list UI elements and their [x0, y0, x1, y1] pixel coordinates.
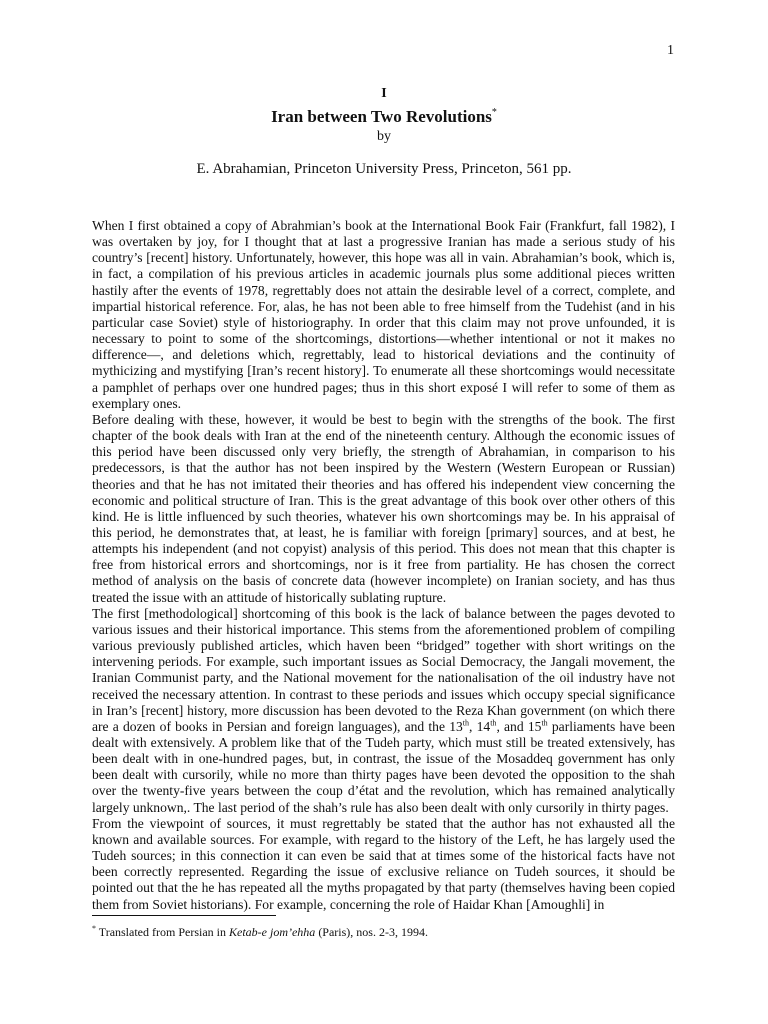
- footnote: [92, 921, 675, 940]
- paragraph-3: The first [methodological] shortcoming of this book is the lack of balance between the pages devoted to various issues and their historical importance. This stems from the aforementioned problem of compiling various previously published articles, which haven been “bridged” together with short writings on the intervening periods. For example, such important issues as Social Democracy, the Jangali movement, the Iranian Communist party, and the National movement for the nationalisation of the oil industry have not received the necessary attention. In contrast to these periods and issues which occupy special significance in Iran’s [recent] history, more discussion has been devoted to the Reza Khan government (on which there are a dozen of books in Persian and foreign languages), and the 13th, 14th, and 15th parliaments have been dealt with extensively. A problem like that of the Tudeh party, which must still be treated extensively, has been dealt with in one-hundred pages, but, in contrast, the issue of the Mosaddeq government has only been dealt with cursorily, while no more than thirty pages have been devoted the opposition to the shah over the twenty-five years between the coup d’état and the revolution, which has remained analytically largely unknown,. The last period of the shah’s rule has also been dealt with only cursorily in thirty pages.: [92, 605, 676, 815]
- footnote-reference-marker: *: [491, 107, 497, 118]
- byline-by: by: [377, 129, 391, 144]
- title-text: Iran between Two Revolutions: [271, 107, 492, 126]
- footnote-text-before: Translated from Persian in: [96, 925, 229, 939]
- page-number: 1: [667, 43, 674, 58]
- footnote-divider: [92, 915, 276, 916]
- paragraph-1: When I first obtained a copy of Abrahmian’s book at the International Book Fair (Frankfurt, fall 1982), I was overtaken by joy, for I thought that at last a progressive Iranian has made a serious study of his country’s [recent] history. Unfortunately, however, this hope was all in vain. Abrahamian’s book, which is, in fact, a compilation of his previous articles in academic journals plus some additional pieces written hastily after the events of 1978, regrettably does not attain the desirable level of a correct, complete, and impartial historical reference. For, alas, he has not been able to free himself from the Tudehist (and in his particular case Soviet) style of historiography. In order that this claim may not prove unfounded, it is necessary to point to some of the shortcomings, distortions—whether intentional or not it makes no difference—, and deletions which, regrettably, lead to historical deviations and the continuity of mythicizing and mystifying [Iran’s recent history]. To enumerate all these shortcomings would necessitate a pamphlet of perhaps over one hundred pages; thus in this short exposé I will refer to some of them as exemplary ones.: [92, 218, 675, 411]
- heading-block: [0, 86, 768, 178]
- paragraph-4: From the viewpoint of sources, it must regrettably be stated that the author has not exhausted all the known and available sources. For example, with regard to the history of the Left, he has largely used the Tudeh sources; in this connection it can even be said that at times some of the historical facts have not been correctly represented. Regarding the issue of exclusive reliance on Tudeh sources, it should be pointed out that the he has repeated all the myths propagated by that party (themselves having been copied them from Soviet historians). For example, concerning the role of Haidar Khan [Amoughli] in: [92, 815, 675, 912]
- document-title: [0, 102, 768, 128]
- footnote-text-after: (Paris), nos. 2-3, 1994.: [315, 925, 428, 939]
- author-line: E. Abrahamian, Princeton University Press, Princeton, 561 pp.: [196, 161, 572, 177]
- footnote-marker: *: [92, 924, 96, 933]
- body-text: [92, 218, 675, 913]
- footnote-source-title: Ketab-e jom’ehha: [229, 925, 316, 939]
- paragraph-2: Before dealing with these, however, it would be best to begin with the strengths of the book. The first chapter of the book deals with Iran at the end of the nineteenth century. Although the economic issues of this period have been discussed only very briefly, the strength of Abrahamian, in comparison to his predecessors, is that the author has not been inspired by the Western (Western European or Russian) theories and that he has not imitated their theories and has offered his independent view concerning the economic and political structure of Iran. This is the great advantage of this book over other others of this kind. He is little influenced by such theories, whatever his own shortcomings may be. In his appraisal of this period, he demonstrates that, at least, he is familiar with foreign [primary] sources, and at best, he attempts his independent (and not copyist) analysis of this period. This does not mean that this chapter is free from historical errors and shortcomings, nor is it free from partiality. He has chosen the correct method of analysis on the basis of concrete data (however incomplete) on Iranian society, and has thus treated the issue with an attitude of historically sublating rupture.: [92, 411, 675, 605]
- chapter-number: I: [381, 86, 387, 101]
